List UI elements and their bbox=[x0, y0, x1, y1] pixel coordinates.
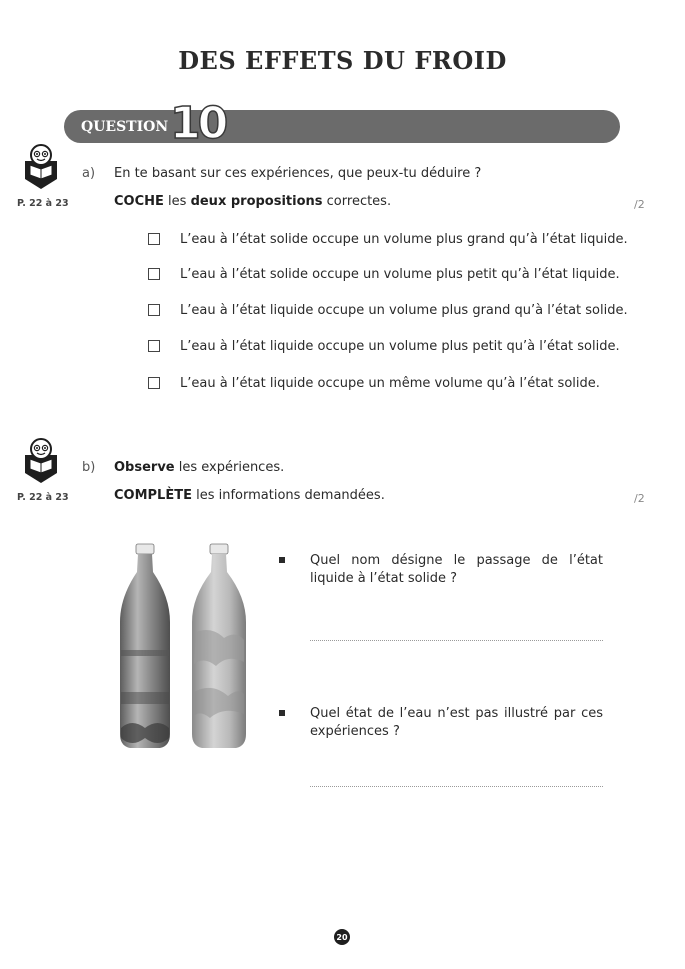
part-b-complete bbox=[114, 488, 385, 503]
part-b-score: /2 bbox=[634, 492, 645, 505]
checkbox[interactable] bbox=[148, 233, 160, 245]
answer-line[interactable] bbox=[310, 640, 603, 641]
bullet bbox=[279, 557, 285, 563]
page-number: 20 bbox=[334, 929, 350, 945]
bottles-photo bbox=[112, 542, 252, 752]
part-a-prompt: En te basant sur ces expériences, que peux-tu déduire ? bbox=[114, 166, 482, 181]
checkbox[interactable] bbox=[148, 340, 160, 352]
part-b-observe bbox=[114, 460, 284, 475]
option-text: L’eau à l’état solide occupe un volume plus grand qu’à l’état liquide. bbox=[180, 231, 628, 247]
page-reference: P. 22 à 23 bbox=[17, 492, 69, 503]
question-text: Quel nom désigne le passage de l’état liquide à l’état solide ? bbox=[310, 553, 603, 586]
checkbox[interactable] bbox=[148, 268, 160, 280]
complete-rest: les informations demandées. bbox=[191, 488, 385, 503]
part-a-letter: a) bbox=[82, 166, 96, 181]
page-reference: P. 22 à 23 bbox=[17, 198, 69, 209]
observe-verb: Observe bbox=[114, 460, 175, 475]
part-a-score: /2 bbox=[634, 198, 645, 211]
observe-rest: les expériences. bbox=[174, 460, 285, 475]
instruction-bold: deux propositions bbox=[190, 194, 323, 209]
question-text: Quel état de l’eau n’est pas illustré par ces expériences ? bbox=[310, 706, 603, 739]
reading-mascot-icon bbox=[22, 143, 60, 191]
complete-verb: COMPLÈTE bbox=[114, 488, 192, 503]
checkbox[interactable] bbox=[148, 304, 160, 316]
page-title: DES EFFETS DU FROID bbox=[178, 46, 507, 75]
option-row[interactable] bbox=[148, 337, 620, 355]
part-b-letter: b) bbox=[82, 460, 96, 475]
instruction-mid: les bbox=[163, 194, 191, 209]
question-number: 10 bbox=[170, 98, 226, 149]
option-text: L’eau à l’état liquide occupe un volume plus grand qu’à l’état solide. bbox=[180, 302, 628, 318]
option-text: L’eau à l’état liquide occupe un même volume qu’à l’état solide. bbox=[180, 375, 600, 391]
instruction-end: correctes. bbox=[322, 194, 392, 209]
part-a-instruction bbox=[114, 194, 391, 209]
option-row[interactable] bbox=[148, 265, 620, 283]
option-row[interactable] bbox=[148, 230, 628, 248]
bullet bbox=[279, 710, 285, 716]
answer-line[interactable] bbox=[310, 786, 603, 787]
reading-mascot-icon bbox=[22, 437, 60, 485]
option-row[interactable] bbox=[148, 374, 600, 392]
option-text: L’eau à l’état liquide occupe un volume plus petit qu’à l’état solide. bbox=[180, 338, 620, 354]
checkbox[interactable] bbox=[148, 377, 160, 389]
option-row[interactable] bbox=[148, 301, 628, 319]
question-label: QUESTION bbox=[81, 119, 169, 135]
option-text: L’eau à l’état solide occupe un volume plus petit qu’à l’état liquide. bbox=[180, 266, 620, 282]
instruction-verb: COCHE bbox=[114, 194, 164, 209]
